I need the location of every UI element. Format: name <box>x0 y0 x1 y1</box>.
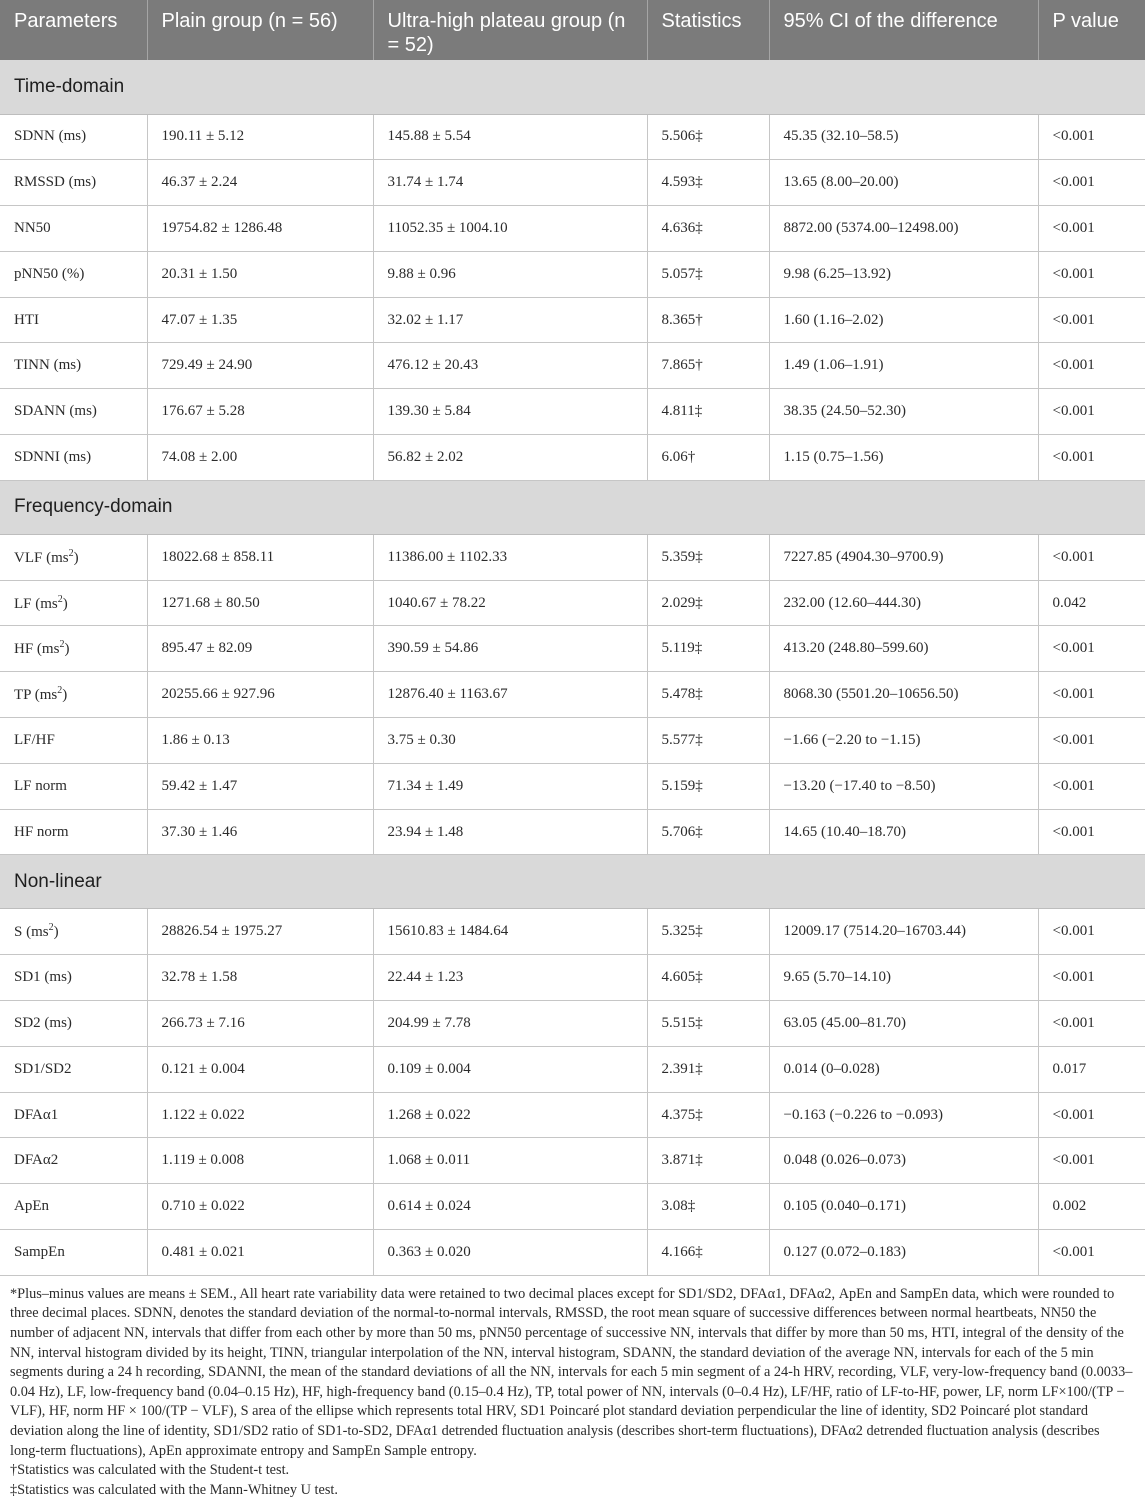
parameter-name: SD1/SD2 <box>14 1060 72 1077</box>
parameter-name: SDNNI (ms) <box>14 448 92 465</box>
cell-statistic: 5.506‡ <box>647 114 769 160</box>
cell-plain-value: 1.122 ± 0.022 <box>147 1092 373 1138</box>
cell-ci: 45.35 (32.10–58.5) <box>769 114 1038 160</box>
cell-plain-value: 74.08 ± 2.00 <box>147 435 373 481</box>
table-row <box>0 809 1145 855</box>
cell-statistic: 6.06† <box>647 435 769 481</box>
parameter-name: DFAα2 <box>14 1152 59 1169</box>
table-row <box>0 251 1145 297</box>
header-ci: 95% CI of the difference <box>769 0 1038 60</box>
parameter-name: ApEn <box>14 1198 49 1215</box>
cell-plain-value: 19754.82 ± 1286.48 <box>147 206 373 252</box>
cell-ultra-value: 56.82 ± 2.02 <box>373 435 647 481</box>
parameter-suffix: ) <box>73 549 79 566</box>
table-row <box>0 1092 1145 1138</box>
parameter-name: DFAα1 <box>14 1106 59 1123</box>
cell-p-value: 0.042 <box>1038 580 1145 626</box>
cell-statistic: 5.057‡ <box>647 251 769 297</box>
section-title: Time-domain <box>0 60 1145 114</box>
header-parameters: Parameters <box>0 0 147 60</box>
header-p-value: P value <box>1038 0 1145 60</box>
parameter-name: HTI <box>14 311 39 328</box>
table-row <box>0 343 1145 389</box>
table-row <box>0 672 1145 718</box>
parameter-name: SD2 (ms) <box>14 1014 72 1031</box>
cell-parameter <box>0 160 147 206</box>
cell-plain-value: 46.37 ± 2.24 <box>147 160 373 206</box>
header-ultra-high-group: Ultra-high plateau group (n = 52) <box>373 0 647 60</box>
cell-ci: 232.00 (12.60–444.30) <box>769 580 1038 626</box>
cell-statistic: 8.365† <box>647 297 769 343</box>
unit-superscript: 2 <box>57 593 63 605</box>
cell-ultra-value: 145.88 ± 5.54 <box>373 114 647 160</box>
parameter-name: LF norm <box>14 777 67 794</box>
table-row <box>0 718 1145 764</box>
cell-parameter <box>0 1001 147 1047</box>
table-row <box>0 1230 1145 1276</box>
cell-statistic: 5.515‡ <box>647 1001 769 1047</box>
cell-ultra-value: 32.02 ± 1.17 <box>373 297 647 343</box>
cell-ci: 8068.30 (5501.20–10656.50) <box>769 672 1038 718</box>
cell-ci: 413.20 (248.80–599.60) <box>769 626 1038 672</box>
cell-statistic: 5.119‡ <box>647 626 769 672</box>
cell-p-value: <0.001 <box>1038 763 1145 809</box>
cell-parameter <box>0 718 147 764</box>
cell-parameter <box>0 809 147 855</box>
cell-parameter <box>0 672 147 718</box>
cell-ci: 0.048 (0.026–0.073) <box>769 1138 1038 1184</box>
cell-plain-value: 1.119 ± 0.008 <box>147 1138 373 1184</box>
table-row <box>0 435 1145 481</box>
cell-statistic: 7.865† <box>647 343 769 389</box>
cell-ci: −0.163 (−0.226 to −0.093) <box>769 1092 1038 1138</box>
cell-plain-value: 18022.68 ± 858.11 <box>147 534 373 580</box>
cell-plain-value: 1271.68 ± 80.50 <box>147 580 373 626</box>
cell-p-value: <0.001 <box>1038 809 1145 855</box>
cell-statistic: 3.08‡ <box>647 1184 769 1230</box>
cell-parameter <box>0 1138 147 1184</box>
cell-ultra-value: 11052.35 ± 1004.10 <box>373 206 647 252</box>
footnote-double-dagger: ‡Statistics was calculated with the Mann-Whitney U test. <box>10 1481 338 1498</box>
table-body <box>0 60 1145 1275</box>
cell-p-value: 0.017 <box>1038 1046 1145 1092</box>
cell-parameter <box>0 626 147 672</box>
cell-parameter <box>0 1046 147 1092</box>
parameter-name: NN50 <box>14 219 51 236</box>
cell-ultra-value: 0.363 ± 0.020 <box>373 1230 647 1276</box>
cell-p-value: <0.001 <box>1038 160 1145 206</box>
parameter-suffix: ) <box>53 924 59 941</box>
table-row <box>0 580 1145 626</box>
cell-p-value: <0.001 <box>1038 297 1145 343</box>
cell-p-value: <0.001 <box>1038 343 1145 389</box>
cell-statistic: 5.478‡ <box>647 672 769 718</box>
parameter-name: TP (ms <box>14 687 58 704</box>
parameter-name: SDNN (ms) <box>14 128 87 145</box>
parameter-name: LF/HF <box>14 731 55 748</box>
cell-p-value: <0.001 <box>1038 718 1145 764</box>
cell-plain-value: 266.73 ± 7.16 <box>147 1001 373 1047</box>
cell-ultra-value: 1.268 ± 0.022 <box>373 1092 647 1138</box>
cell-plain-value: 895.47 ± 82.09 <box>147 626 373 672</box>
cell-ultra-value: 22.44 ± 1.23 <box>373 955 647 1001</box>
section-row <box>0 855 1145 909</box>
parameter-name: VLF (ms <box>14 549 69 566</box>
cell-statistic: 5.577‡ <box>647 718 769 764</box>
cell-p-value: <0.001 <box>1038 435 1145 481</box>
cell-statistic: 3.871‡ <box>647 1138 769 1184</box>
table-row <box>0 114 1145 160</box>
parameter-suffix: ) <box>62 595 68 612</box>
table-row <box>0 389 1145 435</box>
cell-ci: −13.20 (−17.40 to −8.50) <box>769 763 1038 809</box>
cell-ci: 13.65 (8.00–20.00) <box>769 160 1038 206</box>
cell-ultra-value: 204.99 ± 7.78 <box>373 1001 647 1047</box>
cell-ci: 9.65 (5.70–14.10) <box>769 955 1038 1001</box>
cell-p-value: <0.001 <box>1038 909 1145 955</box>
cell-ci: 63.05 (45.00–81.70) <box>769 1001 1038 1047</box>
cell-parameter <box>0 534 147 580</box>
cell-plain-value: 729.49 ± 24.90 <box>147 343 373 389</box>
cell-parameter <box>0 206 147 252</box>
cell-p-value: <0.001 <box>1038 1001 1145 1047</box>
cell-statistic: 4.811‡ <box>647 389 769 435</box>
cell-ci: 1.60 (1.16–2.02) <box>769 297 1038 343</box>
cell-ultra-value: 12876.40 ± 1163.67 <box>373 672 647 718</box>
table-row <box>0 909 1145 955</box>
cell-plain-value: 28826.54 ± 1975.27 <box>147 909 373 955</box>
cell-parameter <box>0 1184 147 1230</box>
section-row <box>0 480 1145 534</box>
section-title: Frequency-domain <box>0 480 1145 534</box>
cell-parameter <box>0 389 147 435</box>
table-row <box>0 1138 1145 1184</box>
table-row <box>0 763 1145 809</box>
cell-statistic: 4.636‡ <box>647 206 769 252</box>
cell-p-value: <0.001 <box>1038 389 1145 435</box>
header-plain-group: Plain group (n = 56) <box>147 0 373 60</box>
cell-parameter <box>0 114 147 160</box>
table-header <box>0 0 1145 60</box>
cell-ci: 12009.17 (7514.20–16703.44) <box>769 909 1038 955</box>
cell-ultra-value: 3.75 ± 0.30 <box>373 718 647 764</box>
cell-ultra-value: 1.068 ± 0.011 <box>373 1138 647 1184</box>
cell-p-value: <0.001 <box>1038 955 1145 1001</box>
cell-ultra-value: 0.614 ± 0.024 <box>373 1184 647 1230</box>
footnote-main: *Plus–minus values are means ± SEM., All heart rate variability data were retained to two decimal places except for SD1/SD2, DFAα1, DFAα2, ApEn and SampEn data, which were rounded to three decimal places. SDNN, denotes the standard deviation of the normal-to-normal intervals, RMSSD, the root mean square of successive differences between normal heartbeats, NN50 the number of adjacent NN, intervals that differ from each other by more than 50 ms, pNN50 percentage of successive NN, intervals that differ by more than 50 ms, HTI, integral of the density of the NN, interval histogram divided by its height, TINN, triangular interpolation of the NN, interval histogram, SDANN, the standard deviation of the average NN, intervals for each of the 5 min segments during a 24 h recording, SDANNI, the mean of the standard deviations of all the NN, intervals for each 5 min segment of a 24-h HRV, recording, VLF, very-low-frequency band (0.0033–0.04 Hz), LF, low-frequency band (0.04–0.15 Hz), HF, high-frequency band (0.15–0.4 Hz), TP, total power of NN, intervals (0–0.4 Hz), LF/HF, ratio of LF-to-HF, power, LF, norm LF×100/(TP − VLF), HF, norm HF × 100/(TP − VLF), S area of the ellipse which represents total HRV, SD1 Poincaré plot standard deviation perpendicular the line of identity, SD2 Poincaré plot standard deviation along the line of identity, SD1/SD2 ratio of SD1-to-SD2, DFAα1 detrended fluctuation analysis (describes short-term fluctuations), DFAα2 detrended fluctuation analysis (describes long-term fluctuations), ApEn approximate entropy and SampEn Sample entropy. <box>10 1285 1133 1459</box>
cell-ci: 1.15 (0.75–1.56) <box>769 435 1038 481</box>
cell-parameter <box>0 435 147 481</box>
cell-p-value: <0.001 <box>1038 251 1145 297</box>
cell-ultra-value: 31.74 ± 1.74 <box>373 160 647 206</box>
cell-plain-value: 32.78 ± 1.58 <box>147 955 373 1001</box>
table-row <box>0 297 1145 343</box>
cell-plain-value: 0.481 ± 0.021 <box>147 1230 373 1276</box>
table-row <box>0 626 1145 672</box>
cell-plain-value: 59.42 ± 1.47 <box>147 763 373 809</box>
cell-p-value: <0.001 <box>1038 206 1145 252</box>
cell-ultra-value: 23.94 ± 1.48 <box>373 809 647 855</box>
cell-ci: 1.49 (1.06–1.91) <box>769 343 1038 389</box>
cell-plain-value: 20255.66 ± 927.96 <box>147 672 373 718</box>
cell-statistic: 4.593‡ <box>647 160 769 206</box>
unit-superscript: 2 <box>68 547 74 559</box>
cell-ci: 8872.00 (5374.00–12498.00) <box>769 206 1038 252</box>
header-statistics: Statistics <box>647 0 769 60</box>
cell-p-value: <0.001 <box>1038 534 1145 580</box>
table-row <box>0 160 1145 206</box>
cell-p-value: <0.001 <box>1038 1138 1145 1184</box>
parameter-name: SD1 (ms) <box>14 969 72 986</box>
cell-ultra-value: 15610.83 ± 1484.64 <box>373 909 647 955</box>
cell-plain-value: 47.07 ± 1.35 <box>147 297 373 343</box>
cell-plain-value: 0.710 ± 0.022 <box>147 1184 373 1230</box>
section-title: Non-linear <box>0 855 1145 909</box>
table-row <box>0 206 1145 252</box>
cell-statistic: 5.159‡ <box>647 763 769 809</box>
cell-parameter <box>0 1092 147 1138</box>
table-row <box>0 1001 1145 1047</box>
cell-ci: 0.105 (0.040–0.171) <box>769 1184 1038 1230</box>
cell-p-value: <0.001 <box>1038 114 1145 160</box>
cell-parameter <box>0 343 147 389</box>
cell-ultra-value: 390.59 ± 54.86 <box>373 626 647 672</box>
cell-p-value: <0.001 <box>1038 672 1145 718</box>
footnotes <box>0 1276 1145 1500</box>
cell-p-value: <0.001 <box>1038 1092 1145 1138</box>
cell-parameter <box>0 955 147 1001</box>
cell-p-value: <0.001 <box>1038 626 1145 672</box>
cell-statistic: 4.605‡ <box>647 955 769 1001</box>
cell-statistic: 5.706‡ <box>647 809 769 855</box>
section-row <box>0 60 1145 114</box>
table-row <box>0 534 1145 580</box>
cell-parameter <box>0 297 147 343</box>
cell-p-value: 0.002 <box>1038 1184 1145 1230</box>
cell-statistic: 4.166‡ <box>647 1230 769 1276</box>
cell-ultra-value: 476.12 ± 20.43 <box>373 343 647 389</box>
header-row <box>0 0 1145 60</box>
cell-parameter <box>0 1230 147 1276</box>
parameter-name: TINN (ms) <box>14 357 82 374</box>
cell-ci: 0.014 (0–0.028) <box>769 1046 1038 1092</box>
table-row <box>0 955 1145 1001</box>
cell-ci: −1.66 (−2.20 to −1.15) <box>769 718 1038 764</box>
cell-plain-value: 190.11 ± 5.12 <box>147 114 373 160</box>
cell-parameter <box>0 763 147 809</box>
cell-statistic: 4.375‡ <box>647 1092 769 1138</box>
cell-parameter <box>0 580 147 626</box>
cell-ultra-value: 0.109 ± 0.004 <box>373 1046 647 1092</box>
cell-ci: 0.127 (0.072–0.183) <box>769 1230 1038 1276</box>
parameter-suffix: ) <box>62 687 68 704</box>
cell-ci: 38.35 (24.50–52.30) <box>769 389 1038 435</box>
parameter-name: SampEn <box>14 1243 65 1260</box>
cell-plain-value: 176.67 ± 5.28 <box>147 389 373 435</box>
cell-plain-value: 1.86 ± 0.13 <box>147 718 373 764</box>
parameter-name: RMSSD (ms) <box>14 174 97 191</box>
cell-ci: 14.65 (10.40–18.70) <box>769 809 1038 855</box>
parameter-name: LF (ms <box>14 595 58 612</box>
footnote-dagger: †Statistics was calculated with the Student-t test. <box>10 1462 290 1479</box>
cell-p-value: <0.001 <box>1038 1230 1145 1276</box>
table-row <box>0 1184 1145 1230</box>
cell-parameter <box>0 251 147 297</box>
cell-plain-value: 0.121 ± 0.004 <box>147 1046 373 1092</box>
cell-statistic: 2.029‡ <box>647 580 769 626</box>
cell-statistic: 2.391‡ <box>647 1046 769 1092</box>
cell-ultra-value: 71.34 ± 1.49 <box>373 763 647 809</box>
unit-superscript: 2 <box>57 685 63 697</box>
cell-statistic: 5.359‡ <box>647 534 769 580</box>
cell-ultra-value: 9.88 ± 0.96 <box>373 251 647 297</box>
cell-ultra-value: 139.30 ± 5.84 <box>373 389 647 435</box>
cell-plain-value: 37.30 ± 1.46 <box>147 809 373 855</box>
unit-superscript: 2 <box>59 639 65 651</box>
cell-plain-value: 20.31 ± 1.50 <box>147 251 373 297</box>
cell-parameter <box>0 909 147 955</box>
cell-ultra-value: 11386.00 ± 1102.33 <box>373 534 647 580</box>
parameter-suffix: ) <box>64 641 70 658</box>
parameter-name: HF (ms <box>14 641 60 658</box>
parameter-name: HF norm <box>14 823 69 840</box>
cell-statistic: 5.325‡ <box>647 909 769 955</box>
table-row <box>0 1046 1145 1092</box>
cell-ci: 9.98 (6.25–13.92) <box>769 251 1038 297</box>
cell-ci: 7227.85 (4904.30–9700.9) <box>769 534 1038 580</box>
parameter-name: pNN50 (%) <box>14 265 85 282</box>
cell-ultra-value: 1040.67 ± 78.22 <box>373 580 647 626</box>
parameter-name: SDANN (ms) <box>14 403 97 420</box>
unit-superscript: 2 <box>48 922 54 934</box>
parameter-name: S (ms <box>14 924 49 941</box>
